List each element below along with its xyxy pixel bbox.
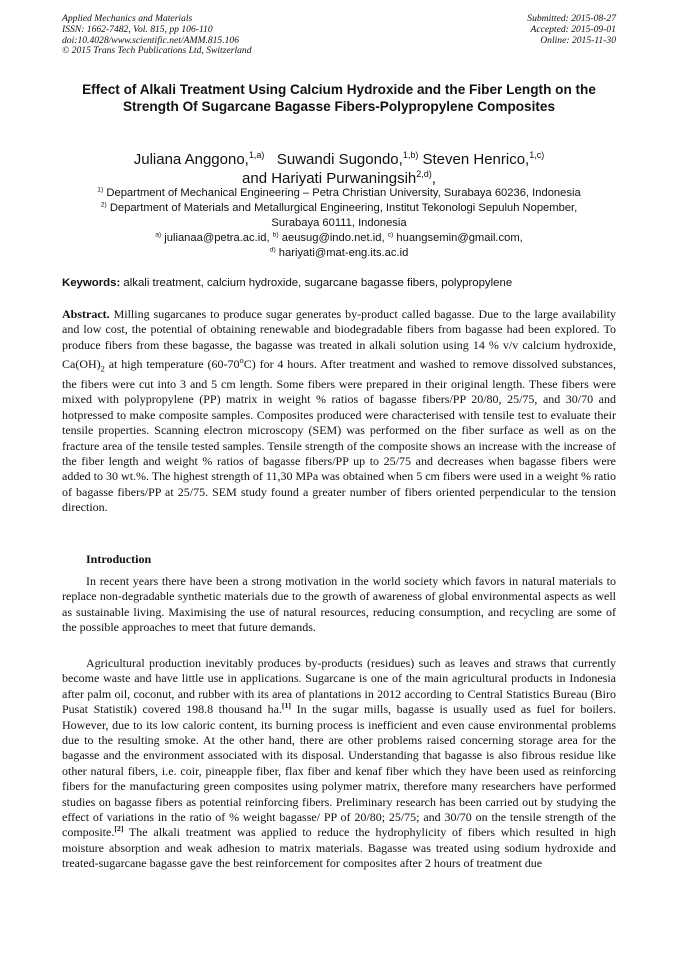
paragraph-text: In the sugar mills, bagasse is usually used as fuel for boilers. However, due to its low caloric content, its burning process is inefficient and even cause environmental problems due to the resulting smoke. At the other hand, there are other problems raised concerning storage area for the bagasse and the environment associated with its disposal. Understanding that bagasse is also fibrous residue like other natural fibers, i.e. coir, pineapple fiber, flax fiber and kenaf fiber which they have been used as reinforcing fibers for the manufacturing green composites using polymer matrix, therefore many researchers have performed studies on bagasse fibers as potential reinforcing fibers. Preliminary research has been carried out by studying the effect of variations in the ratio of % weight bagasse/ PP of 20/80; 25/75; and 30/70 on the tensile strength of the composite. [62,702,616,840]
email-marker: b) [272,231,279,239]
affiliation-marker: 1) [97,186,104,194]
affiliations [62,186,616,261]
email-marker: c) [387,231,394,239]
email-link[interactable]: hariyati@mat-eng.its.ac.id [278,247,409,259]
journal-header [62,14,252,57]
abstract-text: C) for 4 hours. After treatment and washed to remove dissolved substances, the fibers were cut into 3 and 5 cm length. Some fibers were prepared in their original length. These fibers were mixed with polypropylene (PP) matrix in weight % ratios of bagasse fibers/PP 20/80, 25/75, and 30/70 and hotpressed to make composite samples. Composites produced were characterised with tensile test to evaluate their tensile properties. Scanning electron microscopy (SEM) was performed on the fiber surface as well as on the fracture area of the tensile tested samples. Tensile strength of the composite shows an increase with the increase of the fiber length and weight % ratios of bagasse fibers/PP up to 25/75 and decreases when bagasse fibers were added to 30 wt.%. The highest strength of 11,30 MPa was obtained when 5 cm fibers were used in a weight % ratio of bagasse fibers/PP at 25/75. SEM study found a greater number of fibers oriented perpendicular to the tension direction. [62,357,616,515]
author-name: and Hariyati Purwaningsih [242,170,417,187]
email-marker: a) [155,231,162,239]
author-list [62,150,616,188]
subscript: 2 [100,364,105,374]
dates-header [527,14,616,46]
affiliation-marker: 2) [100,201,107,209]
paper-title: Effect of Alkali Treatment Using Calcium Hydroxide and the Fiber Length on the Strength Of Sugarcane Bagasse Fibers-Polypropylene Composites [82,82,596,114]
superscript: o [239,356,244,366]
keywords-label: Keywords: [62,277,121,289]
email-marker: d) [269,246,276,254]
journal-doi: doi:10.4028/www.scientific.net/AMM.815.106 [62,34,240,46]
submitted-date: Submitted: 2015-08-27 [527,13,616,24]
paragraph-text: The alkali treatment was applied to reduce the hydrophylicity of fibers which resulted in high moisture absorption and weak adhesion to matrix materials. Bagasse was treated using sodium hydroxide and treated-sugarcane bagasse gave the best reinforcement for composites after 2 hours of treatment due [62,825,616,871]
intro-paragraph-1: In recent years there have been a strong motivation in the world society which favors in natural materials to replace non-degradable synthetic materials due to the growth of awareness of global environmental aspects as well as sustainable living. Maximising the use of natural resources, reducing consumption, and recycling are some of the possible approaches to meet that future demands. [62,574,616,635]
author-affil-marker: 1,a) [248,150,265,160]
author-affil-marker: 2,d) [416,169,432,179]
online-date: Online: 2015-11-30 [540,34,616,46]
intro-paragraph-2 [62,656,616,872]
author-affil-marker: 1,c) [529,150,545,160]
keywords-text: alkali treatment, calcium hydroxide, sugarcane bagasse fibers, polypropylene [123,277,513,289]
author-name: Suwandi Sugondo, [276,151,403,168]
email-line [62,246,616,261]
citation-ref[interactable]: [2] [114,824,124,834]
author-name: Juliana Anggono, [133,151,249,168]
email-line [62,231,616,246]
author-affil-marker: 1,b) [402,150,419,160]
abstract-text: Milling sugarcanes to produce sugar generates by-product called bagasse. Due to the large availability and low cost, the potential of obtaining renewable and biodegradable fibers from bagasse had been explored. To produce fibers from these bagasse, the bagasse was treated in alkali solution using 14 % v/v calcium hydroxide, Ca(OH) [62,307,617,372]
affiliation-text: Department of Mechanical Engineering – Petra Christian University, Surabaya 60236, Indonesia [106,187,581,199]
citation-ref[interactable]: [1] [281,701,291,711]
email-link[interactable]: huangsemin@gmail.com, [396,232,523,244]
abstract-label: Abstract. [62,307,110,321]
paragraph-text: Agricultural production inevitably produces by-products (residues) such as leaves and straws that currently become waste and have little use in applications. Sugarcane is one of the main agricultural products in Indonesia after palm oil, coconut, and rubber with its area of plantations in 2012 according to Central Statistics Bureau (Biro Pusat Statistik) covered 198.8 thousand ha. [62,656,616,717]
abstract-text: at high temperature (60-70 [104,357,240,372]
journal-name: Applied Mechanics and Materials [62,13,193,24]
affiliation-2-cont: Surabaya 60111, Indonesia [271,217,407,229]
affiliation-text: Department of Materials and Metallurgical Engineering, Institut Tekonologi Sepuluh Nopember, [109,202,578,214]
accepted-date: Accepted: 2015-09-01 [530,23,616,35]
abstract [62,307,616,516]
journal-issn: ISSN: 1662-7482, Vol. 815, pp 106-110 [62,23,213,35]
author-list-end: , [431,170,436,187]
affiliation-1 [62,186,616,201]
email-link[interactable]: aeusug@indo.net.id, [281,232,385,244]
section-heading: Introduction [86,552,152,566]
affiliation-2 [62,201,616,216]
keywords [62,276,616,290]
journal-copyright: © 2015 Trans Tech Publications Ltd, Switzerland [62,45,252,57]
author-name: Steven Henrico, [422,151,530,168]
email-link[interactable]: julianaa@petra.ac.id, [164,232,270,244]
